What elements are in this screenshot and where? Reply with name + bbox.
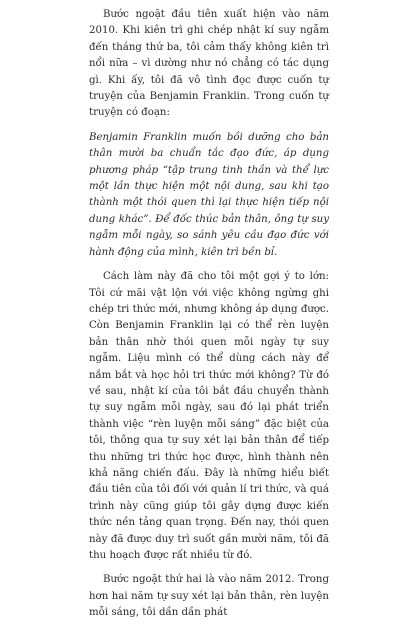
paragraph-reflection-method: Cách làm này đã cho tôi một gợi ý to lớn: Tôi cứ mãi vật lộn với việc không ngừng ghi chép tri thức mới, nhưng không áp dụng được. Còn Benjamin Franklin lại có thể rèn luyện bản thân nhờ thói quen mỗi ngày tự suy ngẫm. Liệu mình có thể dùng cách này để nắm bắt và học hỏi tri thức mới không? Từ đó về sau, nhật kí của tôi bắt đầu chuyển thành tự suy ngẫm mỗi ngày, sau đó lại phát triển thành việc “rèn luyện mỗi sáng” đặc biệt của tôi, thông qua tự suy xét lại bản thân để tiếp thu những tri thức học được, hình thành nên khả năng chiến đấu. Đây là những hiểu biết đầu tiên của tôi đối với quản lí tri thức, và quá trình này cũng giúp tôi gây dựng được kiến thức nền tảng quan trọng. Đến nay, thói quen này đã được duy trì suốt gần mười năm, tôi đã thu hoạch được rất nhiều từ đó.: [89, 271, 329, 561]
page-body: [89, 7, 329, 630]
paragraph-turning-point-one: Bước ngoặt đầu tiên xuất hiện vào năm 2010. Khi kiên trì ghi chép nhật kí suy ngẫm đến tháng thứ ba, tôi cảm thấy không kiên trì nổi nữa – vì dường như nó chẳng có tác dụng gì. Khi ấy, tôi đã vô tình đọc được cuốn tự truyện của Benjamin Franklin. Trong cuốn tự truyện có đoạn:: [89, 9, 329, 119]
paragraph-turning-point-two: Bước ngoặt thứ hai là vào năm 2012. Trong hơn hai năm tự suy xét lại bản thân, rèn luyện mỗi sáng, tôi dần dần phát: [89, 574, 329, 619]
quote-paragraph-franklin: Benjamin Franklin muốn bồi dưỡng cho bản thân mười ba chuẩn tắc đạo đức, áp dụng phương pháp “tập trung tinh thần và thể lực một lần thực hiện một nội dung, sau khi tạo thành một thói quen thì lại thực hiện tiếp nội dung khác”. Để đốc thúc bản thân, ông tự suy ngẫm mỗi ngày, so sánh yêu cầu đạo đức với hành động của mình, kiên trì bền bỉ.: [89, 131, 329, 258]
